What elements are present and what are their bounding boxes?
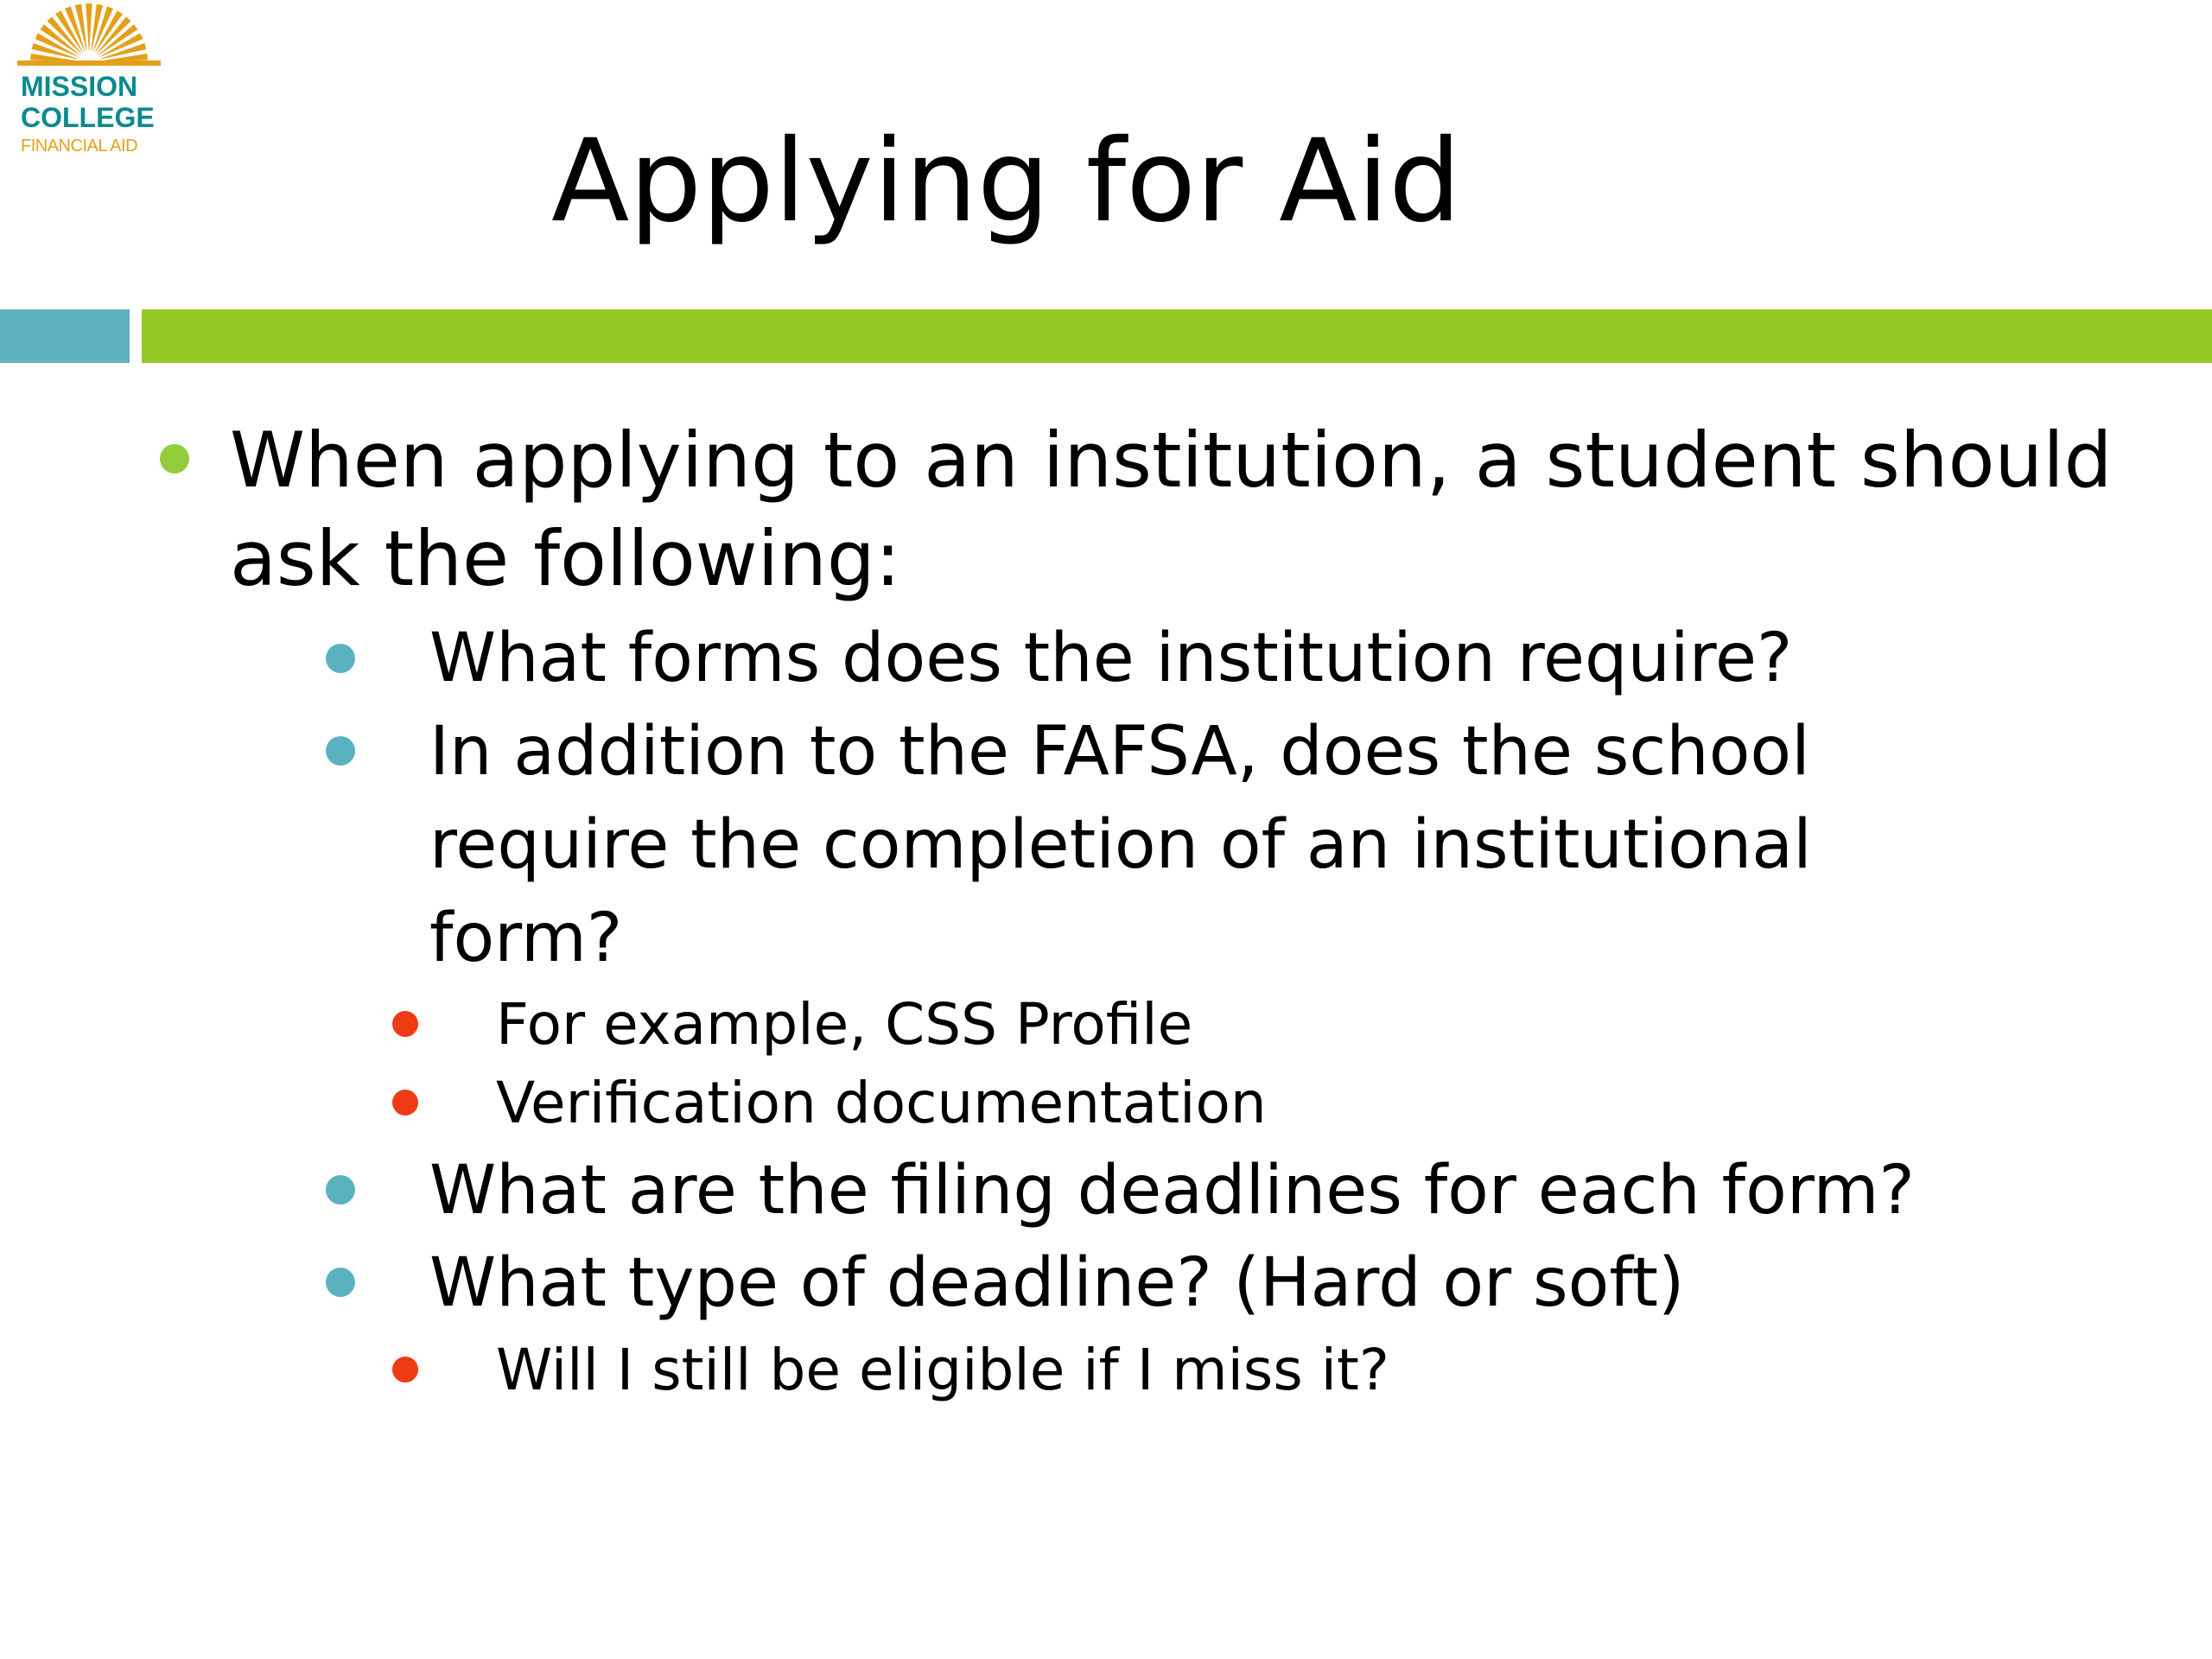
bullet-dot-level-2 (326, 644, 355, 673)
bullet-dot-level-2 (326, 1268, 355, 1297)
logo-text-college: COLLEGE (21, 102, 155, 133)
bullet-level-3: Will I still be eligible if I miss it? (496, 1337, 1389, 1403)
slide-title: Applying for Aid (551, 115, 1461, 248)
bullet-dot-level-3 (392, 1011, 418, 1037)
bullet-dot-level-3 (392, 1357, 418, 1382)
bullet-dot-level-2 (326, 1175, 355, 1205)
divider-bar-teal (0, 309, 130, 363)
bullet-level-2-line-3: form? (429, 899, 623, 977)
bullet-dot-level-1 (160, 444, 189, 474)
bullet-level-1-line-2: ask the following: (230, 514, 901, 603)
bullet-level-2: What type of deadline? (Hard or soft) (429, 1244, 1685, 1322)
bullet-level-2-line-1: In addition to the FAFSA, does the school (429, 713, 1810, 791)
bullet-level-3: Verification documentation (496, 1070, 1267, 1136)
bullet-dot-level-3 (392, 1090, 418, 1116)
bullet-level-3: For example, CSS Profile (496, 991, 1193, 1058)
bullet-dot-level-2 (326, 736, 355, 766)
bullet-level-2: What are the filing deadlines for each form? (429, 1152, 1915, 1230)
mission-college-logo (16, 0, 162, 168)
bullet-level-2-line-2: require the completion of an institutional (429, 806, 1812, 884)
logo-text-financial-aid: FINANCIAL AID (21, 137, 138, 156)
divider-bar-green (142, 309, 2212, 363)
bullet-level-1-line-1: When applying to an institution, a student should (230, 416, 2113, 505)
logo-text-mission: MISSION (21, 71, 138, 102)
bullet-level-2: What forms does the institution require? (429, 620, 1793, 697)
sunburst-icon (16, 0, 162, 73)
